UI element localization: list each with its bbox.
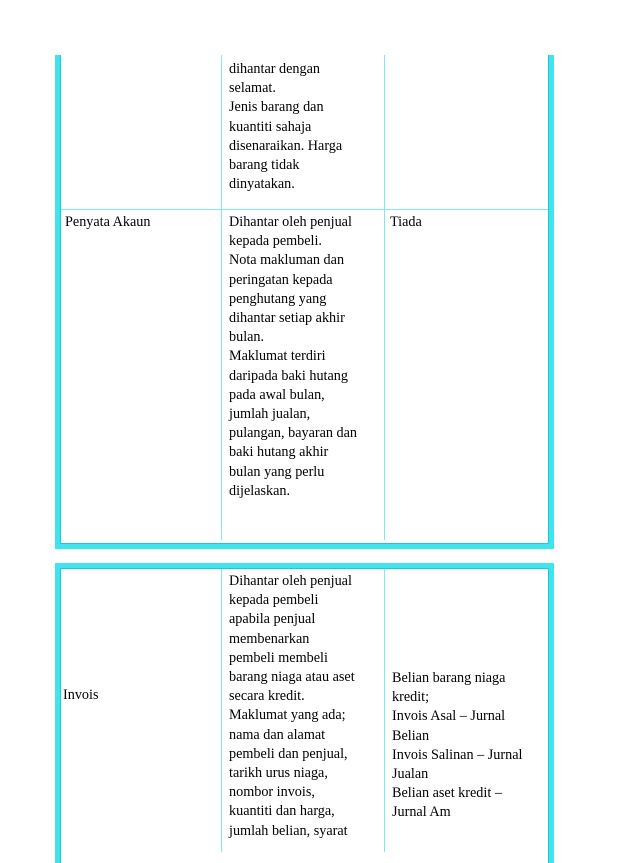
table1-row2-journal: Tiada <box>390 214 422 230</box>
table1-row2-document: Penyata Akaun <box>65 214 151 230</box>
table1-row2-description: Dihantar oleh penjual kepada pembeli. Nota makluman dan peringatan kepada penghutang yang dihantar setiap akhir bulan. Maklumat terdiri daripada baki hutang pada awal bulan, jumlah jualan, pulangan, bayaran dan baki hutang akhir bulan yang perlu dijelaskan. <box>229 214 358 499</box>
table2-row1-document: Invois <box>63 687 99 703</box>
table1-col-divider-1 <box>221 55 222 540</box>
table2-col-divider-2 <box>384 569 385 852</box>
table1-row1-description: dihantar dengan selamat. Jenis barang dan kuantiti sahaja disenaraikan. Harga barang tidak dinyatakan. <box>229 61 343 193</box>
table1-col-divider-2 <box>384 55 385 540</box>
table1-row-divider <box>61 209 548 210</box>
table2-row1-description: Dihantar oleh penjual kepada pembeli apabila penjual membenarkan pembeli membeli barang niaga atau aset secara kredit. Maklumat yang ada; nama dan alamat pembeli dan penjual, tarikh urus niaga, nombor invois, kuantiti dan harga, jumlah belian, syarat <box>229 573 355 839</box>
table2-row1-journal: Belian barang niaga kredit; Invois Asal – Jurnal Belian Invois Salinan – Jurnal Jualan Belian aset kredit – Jurnal Am <box>392 670 523 821</box>
table2-col-divider-1 <box>221 569 222 852</box>
